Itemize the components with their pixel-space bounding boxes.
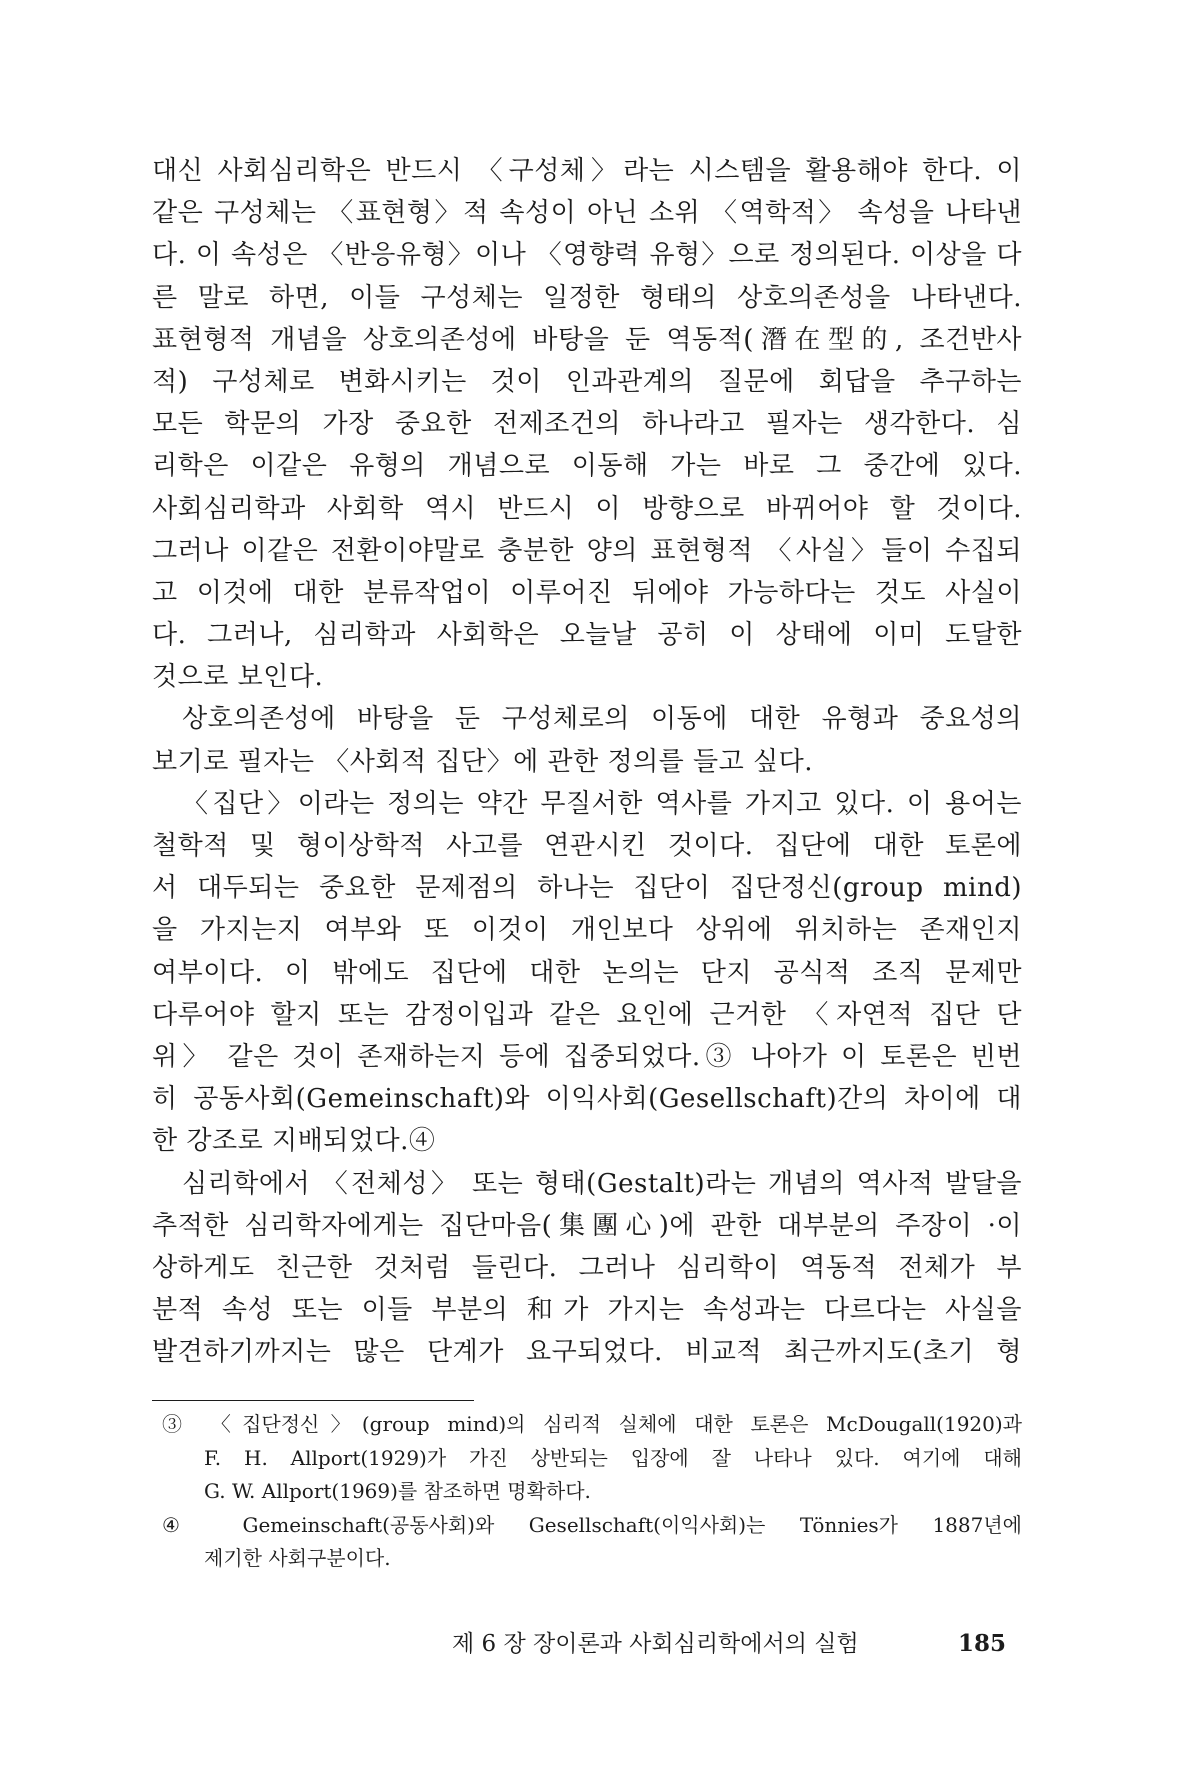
body-line: 모든 학문의 가장 중요한 전제조건의 하나라고 필자는 생각한다. 심 xyxy=(152,409,1022,440)
footnote-line: 제기한 사회구분이다. xyxy=(204,1546,391,1571)
paragraph-end-line: 것으로 보인다. xyxy=(152,662,324,693)
body-line: 리학은 이같은 유형의 개념으로 이동해 가는 바로 그 중간에 있다. xyxy=(152,451,1022,482)
footnotes xyxy=(162,1408,1022,1576)
body-line: 철학적 및 형이상학적 사고를 연관시킨 것이다. 집단에 대한 토론에 xyxy=(152,831,1022,861)
body-line: 사회심리학과 사회학 역시 반드시 이 방향으로 바뀌어야 할 것이다. xyxy=(152,493,1022,524)
body-line: 그러나 이같은 전환이야말로 충분한 양의 표현형적 〈사실〉들이 수집되 xyxy=(152,535,1022,566)
paragraph-end-line: 보기로 필자는 〈사회적 집단〉에 관한 정의를 들고 싶다. xyxy=(152,746,814,777)
body-line: 위〉 같은 것이 존재하는지 등에 집중되었다.③ 나아가 이 토론은 빈번 xyxy=(152,1041,1022,1072)
body-line: 분적 속성 또는 이들 부분의 和가 가지는 속성과는 다르다는 사실을 xyxy=(152,1295,1022,1326)
body-line: 고 이것에 대한 분류작업이 이루어진 뒤에야 가능하다는 것도 사실이 xyxy=(152,577,1022,608)
page-number: 185 xyxy=(957,1630,1006,1657)
body-line: 발견하기까지는 많은 단계가 요구되었다. 비교적 최근까지도(초기 형 xyxy=(152,1337,1022,1368)
footnote-line: ③ 〈집단정신〉(group mind)의 심리적 실체에 대한 토론은 McDougall(1920)과 xyxy=(162,1412,1022,1436)
body-line: 다. 이 속성은 〈반응유형〉이나 〈영향력 유형〉으로 정의된다. 이상을 다 xyxy=(152,240,1022,271)
body-line: 추적한 심리학자에게는 집단마음(集團心)에 관한 대부분의 주장이 ·이 xyxy=(152,1210,1022,1241)
body-line: 여부이다. 이 밖에도 집단에 대한 논의는 단지 공식적 조직 문제만 xyxy=(152,957,1022,988)
body-line: 히 공동사회(Gemeinschaft)와 이익사회(Gesellschaft)간의 차이에 대 xyxy=(152,1084,1022,1115)
body-line: 같은 구성체는 〈표현형〉적 속성이 아닌 소위 〈역학적〉 속성을 나타낸 xyxy=(152,198,1022,229)
paragraph-first-line: 상호의존성에 바탕을 둔 구성체로의 이동에 대한 유형과 중요성의 xyxy=(182,704,1022,735)
footnote-divider xyxy=(152,1400,474,1401)
footnote-line: G. W. Allport(1969)를 참조하면 명확하다. xyxy=(204,1479,591,1504)
body-line: 다. 그러나, 심리학과 사회학은 오늘날 공히 이 상태에 이미 도달한 xyxy=(152,620,1022,651)
body-line: 서 대두되는 중요한 문제점의 하나는 집단이 집단정신(group mind) xyxy=(152,873,1022,904)
footnote-line: ④ Gemeinschaft(공동사회)와 Gesellschaft(이익사회)는 Tönnies가 1887년에 xyxy=(162,1512,1022,1537)
body-line: 대신 사회심리학은 반드시 〈구성체〉라는 시스템을 활용해야 한다. 이 xyxy=(152,156,1023,186)
body-text xyxy=(152,150,1022,1373)
footnote-line: F. H. Allport(1929)가 가진 상반되는 입장에 잘 나타나 있다. 여기에 대해 xyxy=(204,1445,1022,1470)
body-line: 적) 구성체로 변화시키는 것이 인과관계의 질문에 회답을 추구하는 xyxy=(152,366,1022,397)
body-line: 표현형적 개념을 상호의존성에 바탕을 둔 역동적(潛在型的, 조건반사 xyxy=(152,324,1022,355)
paragraph-first-line: 〈집단〉이라는 정의는 약간 무질서한 역사를 가지고 있다. 이 용어는 xyxy=(182,788,1022,819)
body-line: 다루어야 할지 또는 감정이입과 같은 요인에 근거한 〈자연적 집단 단 xyxy=(152,999,1022,1030)
paragraph-end-line: 한 강조로 지배되었다.④ xyxy=(152,1126,436,1157)
chapter-title: 제 6 장 장이론과 사회심리학에서의 실험 xyxy=(452,1631,859,1657)
body-line: 을 가지는지 여부와 또 이것이 개인보다 상위에 위치하는 존재인지 xyxy=(152,915,1022,946)
body-line: 상하게도 친근한 것처럼 들린다. 그러나 심리학이 역동적 전체가 부 xyxy=(152,1252,1022,1283)
body-line: 른 말로 하면, 이들 구성체는 일정한 형태의 상호의존성을 나타낸다. xyxy=(152,282,1022,313)
paragraph-first-line: 심리학에서 〈전체성〉 또는 형태(Gestalt)라는 개념의 역사적 발달을 xyxy=(182,1168,1022,1199)
running-footer xyxy=(452,1628,1022,1660)
